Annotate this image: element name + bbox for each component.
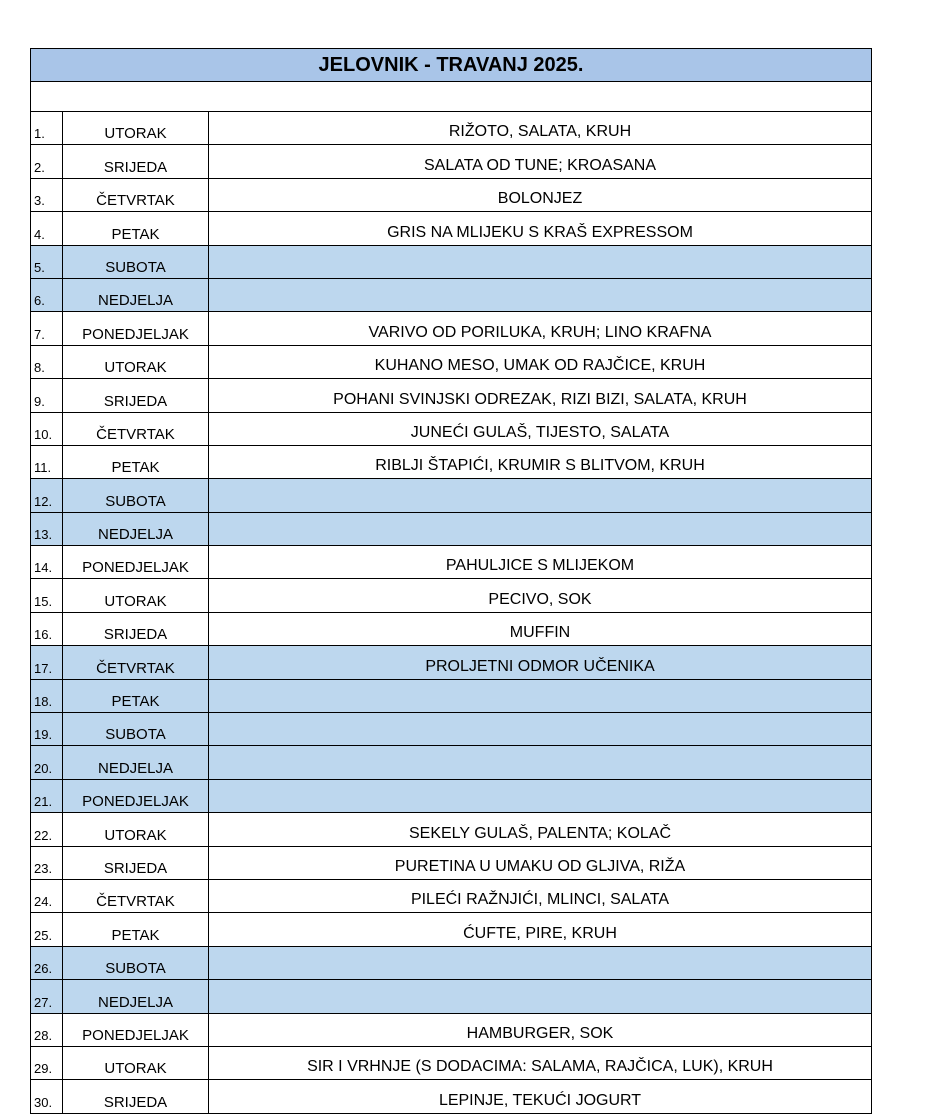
weekday: UTORAK (63, 579, 209, 612)
weekday: UTORAK (63, 813, 209, 846)
weekday: SRIJEDA (63, 379, 209, 412)
weekday: SUBOTA (63, 713, 209, 746)
weekday: PONEDJELJAK (63, 546, 209, 579)
table-row (31, 1046, 872, 1079)
meal: MUFFIN (209, 612, 872, 645)
weekday: PETAK (63, 913, 209, 946)
weekday: PETAK (63, 445, 209, 478)
table-row (31, 1013, 872, 1046)
table-row (31, 178, 872, 211)
table-row (31, 646, 872, 679)
weekday: PETAK (63, 679, 209, 712)
table-row (31, 746, 872, 779)
table-row (31, 980, 872, 1013)
weekday: SRIJEDA (63, 612, 209, 645)
menu-body (31, 49, 872, 1114)
meal (209, 679, 872, 712)
meal: VARIVO OD PORILUKA, KRUH; LINO KRAFNA (209, 312, 872, 345)
weekday: SRIJEDA (63, 145, 209, 178)
table-row (31, 345, 872, 378)
table-row (31, 913, 872, 946)
table-row (31, 312, 872, 345)
weekday: SUBOTA (63, 946, 209, 979)
table-row (31, 145, 872, 178)
meal (209, 245, 872, 278)
meal (209, 746, 872, 779)
blank-row (31, 82, 872, 112)
meal: JUNEĆI GULAŠ, TIJESTO, SALATA (209, 412, 872, 445)
weekday: ČETVRTAK (63, 879, 209, 912)
meal (209, 779, 872, 812)
meal: PURETINA U UMAKU OD GLJIVA, RIŽA (209, 846, 872, 879)
weekday: NEDJELJA (63, 980, 209, 1013)
day-number: 17. (31, 646, 63, 679)
meal: PILEĆI RAŽNJIĆI, MLINCI, SALATA (209, 879, 872, 912)
blank-cell (31, 82, 872, 112)
day-number: 12. (31, 479, 63, 512)
table-row (31, 546, 872, 579)
menu-title: JELOVNIK - TRAVANJ 2025. (31, 49, 872, 82)
meal: PAHULJICE S MLIJEKOM (209, 546, 872, 579)
meal: RIBLJI ŠTAPIĆI, KRUMIR S BLITVOM, KRUH (209, 445, 872, 478)
weekday: NEDJELJA (63, 746, 209, 779)
day-number: 21. (31, 779, 63, 812)
day-number: 27. (31, 980, 63, 1013)
table-row (31, 445, 872, 478)
meal: KUHANO MESO, UMAK OD RAJČICE, KRUH (209, 345, 872, 378)
meal: SALATA OD TUNE; KROASANA (209, 145, 872, 178)
day-number: 8. (31, 345, 63, 378)
meal (209, 946, 872, 979)
weekday: ČETVRTAK (63, 412, 209, 445)
weekday: PONEDJELJAK (63, 312, 209, 345)
day-number: 13. (31, 512, 63, 545)
day-number: 30. (31, 1080, 63, 1113)
table-row (31, 512, 872, 545)
table-row (31, 245, 872, 278)
day-number: 5. (31, 245, 63, 278)
day-number: 18. (31, 679, 63, 712)
weekday: SUBOTA (63, 479, 209, 512)
day-number: 29. (31, 1046, 63, 1079)
day-number: 26. (31, 946, 63, 979)
menu-table (30, 48, 872, 1114)
day-number: 16. (31, 612, 63, 645)
table-row (31, 879, 872, 912)
meal: LEPINJE, TEKUĆI JOGURT (209, 1080, 872, 1113)
table-row (31, 779, 872, 812)
day-number: 15. (31, 579, 63, 612)
table-row (31, 278, 872, 311)
weekday: SRIJEDA (63, 846, 209, 879)
weekday: PONEDJELJAK (63, 1013, 209, 1046)
meal (209, 278, 872, 311)
meal (209, 479, 872, 512)
weekday: ČETVRTAK (63, 178, 209, 211)
day-number: 7. (31, 312, 63, 345)
table-row (31, 112, 872, 145)
table-row (31, 379, 872, 412)
day-number: 22. (31, 813, 63, 846)
day-number: 19. (31, 713, 63, 746)
meal (209, 980, 872, 1013)
meal (209, 713, 872, 746)
day-number: 6. (31, 278, 63, 311)
meal: RIŽOTO, SALATA, KRUH (209, 112, 872, 145)
weekday: UTORAK (63, 112, 209, 145)
day-number: 1. (31, 112, 63, 145)
table-row (31, 1080, 872, 1113)
weekday: UTORAK (63, 1046, 209, 1079)
meal: PECIVO, SOK (209, 579, 872, 612)
table-row (31, 212, 872, 245)
day-number: 4. (31, 212, 63, 245)
weekday: NEDJELJA (63, 278, 209, 311)
weekday: UTORAK (63, 345, 209, 378)
meal: GRIS NA MLIJEKU S KRAŠ EXPRESSOM (209, 212, 872, 245)
meal: SEKELY GULAŠ, PALENTA; KOLAČ (209, 813, 872, 846)
table-row (31, 479, 872, 512)
table-row (31, 713, 872, 746)
day-number: 20. (31, 746, 63, 779)
table-row (31, 679, 872, 712)
day-number: 9. (31, 379, 63, 412)
table-row (31, 612, 872, 645)
meal: POHANI SVINJSKI ODREZAK, RIZI BIZI, SALATA, KRUH (209, 379, 872, 412)
day-number: 23. (31, 846, 63, 879)
day-number: 14. (31, 546, 63, 579)
weekday: SUBOTA (63, 245, 209, 278)
day-number: 3. (31, 178, 63, 211)
day-number: 28. (31, 1013, 63, 1046)
meal: SIR I VRHNJE (S DODACIMA: SALAMA, RAJČICA, LUK), KRUH (209, 1046, 872, 1079)
title-row (31, 49, 872, 82)
meal (209, 512, 872, 545)
meal: HAMBURGER, SOK (209, 1013, 872, 1046)
day-number: 2. (31, 145, 63, 178)
weekday: NEDJELJA (63, 512, 209, 545)
weekday: SRIJEDA (63, 1080, 209, 1113)
weekday: PETAK (63, 212, 209, 245)
day-number: 24. (31, 879, 63, 912)
day-number: 25. (31, 913, 63, 946)
table-row (31, 813, 872, 846)
meal: PROLJETNI ODMOR UČENIKA (209, 646, 872, 679)
weekday: ČETVRTAK (63, 646, 209, 679)
day-number: 11. (31, 445, 63, 478)
meal: BOLONJEZ (209, 178, 872, 211)
table-row (31, 946, 872, 979)
table-row (31, 412, 872, 445)
meal: ĆUFTE, PIRE, KRUH (209, 913, 872, 946)
day-number: 10. (31, 412, 63, 445)
table-row (31, 846, 872, 879)
weekday: PONEDJELJAK (63, 779, 209, 812)
table-row (31, 579, 872, 612)
